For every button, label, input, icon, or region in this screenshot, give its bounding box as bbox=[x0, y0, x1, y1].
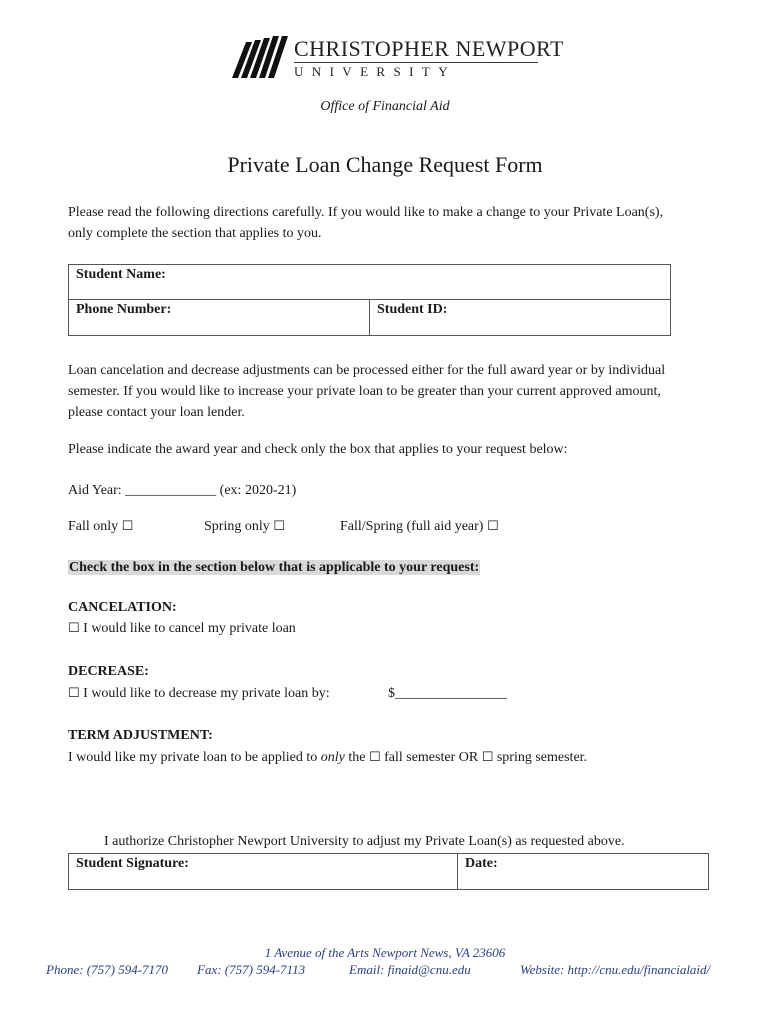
form-title: Private Loan Change Request Form bbox=[227, 152, 543, 177]
term-adjustment-only: only bbox=[320, 750, 345, 765]
spring-only-checkbox[interactable]: ☐ bbox=[273, 519, 285, 534]
fall-spring-checkbox[interactable]: ☐ bbox=[486, 519, 499, 534]
date-field[interactable]: Date: bbox=[458, 854, 709, 890]
decrease-label: I would like to decrease my private loan by: bbox=[83, 686, 330, 701]
term-adjustment-option bbox=[68, 750, 587, 766]
check-heading bbox=[68, 560, 480, 576]
term-adjustment-prefix: I would like my private loan to be applied to bbox=[68, 750, 318, 765]
student-signature-field[interactable]: Student Signature: bbox=[69, 854, 458, 890]
logo-subtitle: UNIVERSITY bbox=[294, 64, 456, 79]
intro-text: Please read the following directions carefully. If you would like to make a change to your Private Loan(s), only complete the section that applies to you. bbox=[68, 205, 664, 241]
university-logo bbox=[232, 36, 564, 86]
authorization-text: I authorize Christopher Newport University to adjust my Private Loan(s) as requested above. bbox=[104, 834, 625, 849]
spring-only-option bbox=[204, 519, 285, 535]
spring-only-label: Spring only bbox=[204, 519, 270, 534]
student-info-table bbox=[68, 264, 671, 336]
aid-year-field[interactable]: _____________ bbox=[125, 483, 217, 498]
term-adjustment-heading: TERM ADJUSTMENT: bbox=[68, 728, 213, 743]
fall-only-option bbox=[68, 519, 133, 535]
cancelation-heading: CANCELATION: bbox=[68, 600, 177, 615]
footer-address: 1 Avenue of the Arts Newport News, VA 23606 bbox=[264, 945, 506, 960]
cancelation-option bbox=[68, 621, 296, 637]
decrease-option bbox=[68, 686, 330, 702]
check-heading-text: Check the box in the section below that is applicable to your request: bbox=[69, 560, 480, 575]
fall-spring-option bbox=[340, 519, 499, 535]
logo-divider bbox=[294, 62, 538, 63]
aid-year-example: (ex: 2020-21) bbox=[219, 483, 297, 498]
logo-name: CHRISTOPHER NEWPORT bbox=[294, 36, 564, 61]
footer-email[interactable]: Email: finaid@cnu.edu bbox=[349, 962, 471, 977]
decrease-heading: DECREASE: bbox=[68, 664, 149, 679]
student-id-field[interactable]: Student ID: bbox=[370, 300, 671, 336]
fall-spring-label: Fall/Spring (full aid year) bbox=[340, 519, 484, 534]
decrease-amount-field[interactable]: $________________ bbox=[388, 686, 507, 701]
signature-table bbox=[68, 853, 709, 890]
office-name: Office of Financial Aid bbox=[320, 99, 450, 114]
spring-semester-checkbox[interactable]: ☐ bbox=[481, 750, 494, 765]
logo-mark-icon bbox=[232, 36, 292, 82]
fall-semester-checkbox[interactable]: ☐ bbox=[368, 750, 381, 765]
term-adjustment-the: the bbox=[348, 750, 366, 765]
cancelation-label: I would like to cancel my private loan bbox=[83, 621, 296, 636]
footer-website[interactable]: Website: http://cnu.edu/financialaid/ bbox=[520, 962, 711, 977]
aid-year-row bbox=[68, 483, 296, 499]
fall-only-label: Fall only bbox=[68, 519, 119, 534]
student-name-field[interactable]: Student Name: bbox=[69, 265, 671, 300]
indicate-instruction: Please indicate the award year and check only the box that applies to your request below: bbox=[68, 442, 568, 457]
footer-fax: Fax: (757) 594-7113 bbox=[197, 962, 306, 977]
cancelation-checkbox[interactable]: ☐ bbox=[68, 621, 80, 636]
spring-semester-label: spring semester. bbox=[496, 750, 588, 765]
loan-note: Loan cancelation and decrease adjustments can be processed either for the full award year or by individual semester. If you would like to increase your private loan to be greater than your current approved amount, please contact your loan lender. bbox=[68, 363, 666, 420]
fall-only-checkbox[interactable]: ☐ bbox=[121, 519, 134, 534]
aid-year-label: Aid Year: bbox=[68, 483, 122, 498]
decrease-checkbox[interactable]: ☐ bbox=[68, 686, 80, 701]
phone-number-field[interactable]: Phone Number: bbox=[69, 300, 370, 336]
fall-semester-label: fall semester OR bbox=[384, 750, 479, 765]
footer-phone: Phone: (757) 594-7170 bbox=[46, 962, 169, 977]
